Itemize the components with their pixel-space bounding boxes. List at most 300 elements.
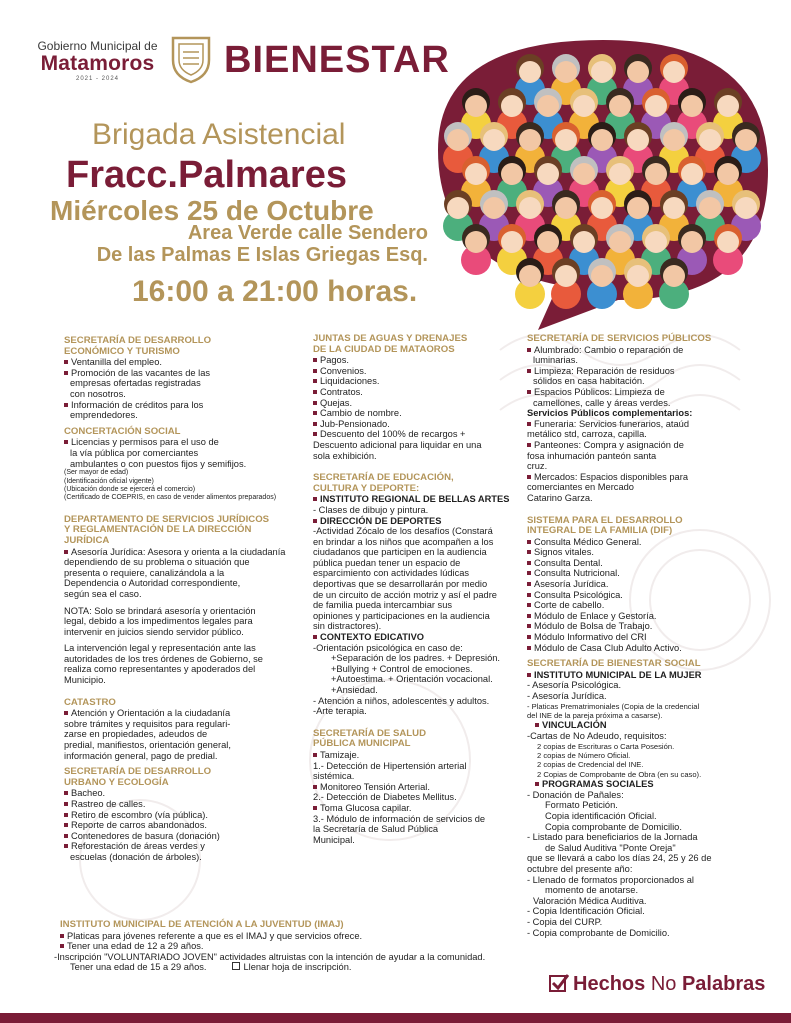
list-item: [527, 387, 757, 398]
list-item: ciudadanos que participen en la audiencia: [313, 547, 487, 558]
bullet-icon: [313, 432, 317, 436]
bullet-icon: [64, 440, 68, 444]
bullet-icon: [527, 624, 531, 628]
person-face: [663, 265, 685, 287]
gov-line1: Gobierno Municipal de: [37, 39, 158, 53]
list-item: de un circuito de acción motriz y así el padre: [313, 589, 497, 600]
imaj-line2-text: Tener una edad de 12 a 29 años.: [67, 941, 204, 952]
list-item: [313, 803, 517, 814]
list-item: de Salud Auditiva "Ponte Oreja": [545, 842, 676, 853]
imaj-line4: [60, 962, 530, 973]
list-item: del INE de la pareja próxima a casarse).: [527, 711, 663, 720]
column-left: [64, 336, 304, 863]
list-item: predial, manifiestos, orientación general,: [64, 740, 231, 751]
slogan-part2: No: [650, 973, 677, 995]
list-item: pública puedan tener un espacio de: [313, 557, 461, 568]
spacer: [527, 504, 757, 510]
person-face: [627, 197, 649, 219]
list-item: Municipal.: [313, 834, 355, 845]
person-face: [681, 95, 703, 117]
list-item: escuelas (donación de árboles).: [70, 851, 202, 862]
list-item: Copia comprobante de Domicilio.: [545, 821, 682, 832]
list-item: [64, 368, 304, 379]
footer-bar: [0, 1013, 791, 1023]
list-item: [527, 579, 757, 590]
person-face: [591, 129, 613, 151]
bullet-icon: [313, 379, 317, 383]
list-item: sólidos en casa habitación.: [533, 376, 645, 387]
section-title: DEPARTAMENTO DE SERVICIOS JURÍDICOS: [64, 513, 270, 525]
person-face: [591, 197, 613, 219]
person-face: [717, 163, 739, 185]
person-face: [627, 61, 649, 83]
person-face: [537, 163, 559, 185]
list-item: dependiendo de su problema o situación que: [64, 557, 250, 568]
list-item: Descuento adicional para liquidar en una: [313, 439, 482, 450]
list-item-text: Pagos.: [320, 355, 349, 366]
list-item: 2 copias de Número Oficial.: [537, 751, 631, 760]
checkbox-icon: [232, 962, 240, 970]
list-item: 2 Copias de Comprobante de Obra (en su caso).: [537, 769, 702, 779]
list-item: 2.- Detección de Diabetes Mellitus.: [313, 792, 457, 803]
list-item-text: Cambio de nombre.: [320, 408, 402, 419]
list-item: sobre trámites y requisitos para regulari-: [64, 718, 231, 729]
list-item: [527, 547, 757, 558]
checkmark-icon: [549, 973, 569, 993]
section-title: INTEGRAL DE LA FAMILIA (DIF): [527, 525, 673, 537]
list-item: camellones, calle y áreas verdes.: [533, 397, 671, 408]
list-item-text: CONTEXTO EDICATIVO: [320, 632, 424, 643]
list-item-text: Consulta Médico General.: [534, 536, 642, 547]
bullet-icon: [313, 785, 317, 789]
bullet-icon: [527, 540, 531, 544]
list-item: [64, 831, 304, 842]
person-face: [609, 95, 631, 117]
list-item: +Separación de los padres. + Depresión.: [331, 653, 501, 664]
bullet-icon: [527, 614, 531, 618]
list-item: Formato Petición.: [545, 800, 618, 811]
address-line2: De las Palmas E Islas Griegas Esq.: [96, 244, 428, 266]
imaj-line4b-text: Llenar hoja de inscripción.: [243, 962, 352, 973]
person-face: [483, 129, 505, 151]
person-face: [519, 265, 541, 287]
person-face: [483, 197, 505, 219]
list-item: - Clases de dibujo y pintura.: [313, 504, 429, 515]
list-item: - Atención a niños, adolescentes y adultos.: [313, 695, 490, 706]
list-item: -Cartas de No Adeudo, requisitos:: [527, 731, 667, 741]
list-item: sistémica.: [313, 771, 355, 782]
bullet-icon: [313, 519, 317, 523]
bullet-icon: [64, 813, 68, 817]
person-face: [717, 231, 739, 253]
imaj-line3: -Inscripción "VOLUNTARIADO JOVEN" actividades altruistas con la intención de ayudar a la comunidad.: [54, 951, 486, 962]
person-face: [735, 197, 757, 219]
section-title: DE LA CIUDAD DE MATAOROS: [313, 343, 455, 355]
section-title: URBANO Y ECOLOGÍA: [64, 776, 169, 788]
person-face: [555, 265, 577, 287]
bienestar-brand: BIENESTAR: [224, 39, 450, 81]
list-item-text: Licencias y permisos para el uso de: [71, 437, 219, 448]
list-item-text: Módulo de Bolsa de Trabajo.: [534, 621, 653, 632]
list-item: [527, 720, 757, 731]
list-item-text: Funeraria: Servicios funerarios, ataúd: [534, 418, 690, 429]
person-face: [717, 95, 739, 117]
person-face: [447, 197, 469, 219]
list-item: [527, 590, 757, 601]
person-face: [555, 197, 577, 219]
title-address: [68, 222, 428, 266]
list-item: [313, 408, 517, 419]
imaj-line1-text: Platicas para jóvenes referente a que es el IMAJ y que servicios ofrece.: [67, 930, 363, 941]
title-location: Fracc.Palmares: [66, 154, 347, 196]
list-item: ambulantes o con puestos fijos y semifijos.: [70, 458, 247, 469]
list-item-text: Jub-Pensionado.: [320, 418, 390, 429]
list-item: [313, 516, 517, 527]
list-item: [64, 799, 304, 810]
list-item: la vía pública por comerciantes: [70, 447, 199, 458]
section-title: CATASTRO: [64, 696, 116, 708]
bullet-icon: [313, 390, 317, 394]
list-item: [64, 357, 304, 368]
list-item: - Asesoría Psicológica.: [527, 680, 622, 691]
person-face: [663, 61, 685, 83]
list-item-text: Signos vitales.: [534, 547, 594, 558]
list-item: comerciantes en Mercado: [527, 482, 634, 493]
bullet-icon: [527, 550, 531, 554]
list-item: [313, 782, 517, 793]
bullet-icon: [313, 358, 317, 362]
person-face: [627, 265, 649, 287]
person-face: [681, 231, 703, 253]
list-item: [64, 547, 304, 558]
person-face: [645, 163, 667, 185]
list-item-text: Módulo de Enlace y Gestoría.: [534, 610, 657, 621]
list-item-text: Asesoría Jurídica.: [534, 579, 609, 590]
bullet-icon: [527, 603, 531, 607]
list-item: - Copia del CURP.: [527, 916, 603, 927]
list-item: emprendedores.: [70, 410, 138, 421]
list-item: [64, 437, 304, 448]
list-item: intervenir en juicios siendo servidor público.: [64, 626, 244, 637]
section-title: CONCERTACIÓN SOCIAL: [64, 425, 181, 437]
imaj-line4-text: Tener una edad de 15 a 29 años.: [70, 962, 207, 973]
list-item-text: Limpieza: Reparación de residuos: [534, 365, 675, 376]
section-title: SISTEMA PARA EL DESARROLLO: [527, 514, 683, 526]
list-item: Servicios Públicos complementarios:: [527, 408, 693, 419]
list-item-text: Consulta Psicológica.: [534, 589, 623, 600]
person-face: [609, 231, 631, 253]
list-item: (Identificación oficial vigente): [64, 477, 154, 485]
list-item: [527, 440, 757, 451]
bullet-icon: [313, 806, 317, 810]
bullet-icon: [64, 823, 68, 827]
section-title: JUNTAS DE AGUAS Y DRENAJES: [313, 333, 468, 344]
list-item: en brindar a los niños que acompañen a los: [313, 536, 494, 547]
section-title: CULTURA Y DEPORTE:: [313, 482, 420, 494]
list-item: autoridades de los tres órdenes de Gobierno, se: [64, 653, 263, 664]
list-item-text: Contratos.: [320, 386, 363, 397]
list-item: octubre del presente año:: [527, 863, 633, 874]
person-face: [645, 95, 667, 117]
list-item: Municipio.: [64, 675, 106, 686]
list-item: (Ser mayor de edad): [64, 469, 129, 477]
bullet-icon: [313, 422, 317, 426]
list-item-text: Toma Glucosa capilar.: [320, 802, 412, 813]
list-item-text: Módulo Informativo del CRI: [534, 632, 647, 643]
address-line1: Area Verde calle Sendero: [187, 222, 428, 244]
list-item: - Copia Identificación Oficial.: [527, 906, 645, 917]
list-item: NOTA: Solo se brindará asesoría y orientación: [64, 605, 256, 616]
section-title: Y REGLAMENTACIÓN DE LA DIRECCIÓN: [64, 524, 252, 536]
imaj-section: [54, 919, 530, 973]
person-face: [501, 231, 523, 253]
list-item: [527, 621, 757, 632]
bullet-icon: [535, 782, 539, 786]
person-face: [573, 163, 595, 185]
list-item: [64, 788, 304, 799]
person-face: [645, 231, 667, 253]
bullet-icon: [527, 443, 531, 447]
list-item: [313, 376, 517, 387]
list-item-text: Reporte de carros abandonados.: [71, 820, 207, 831]
bullet-icon: [64, 834, 68, 838]
bullet-icon: [64, 371, 68, 375]
person-face: [465, 95, 487, 117]
list-item: sin distractores).: [313, 621, 382, 632]
bullet-icon: [535, 723, 539, 727]
list-item: - Copia comprobante de Domicilio.: [527, 927, 670, 938]
person-face: [537, 95, 559, 117]
list-item-text: Convenios.: [320, 365, 367, 376]
person-face: [555, 129, 577, 151]
list-item-text: Rastreo de calles.: [71, 799, 146, 809]
bullet-icon: [527, 390, 531, 394]
list-item: [527, 632, 757, 643]
list-item: +Ansiedad.: [331, 685, 378, 695]
bullet-icon: [313, 497, 317, 501]
list-item-text: Alumbrado: Cambio o reparación de: [534, 344, 684, 355]
person-face: [519, 129, 541, 151]
list-item-text: Liquidaciones.: [320, 376, 380, 387]
list-item-text: Corte de cabello.: [534, 600, 605, 611]
list-item: fosa inhumación panteón santa: [527, 450, 657, 461]
person-face: [465, 163, 487, 185]
list-item: empresas ofertadas registradas: [70, 378, 201, 389]
list-item: sola exhibición.: [313, 450, 377, 461]
list-item: información general, pago de predial.: [64, 750, 218, 761]
list-item-text: Tamizaje.: [320, 749, 360, 760]
list-item: [313, 632, 517, 643]
list-item: [313, 387, 517, 398]
list-item: [313, 398, 517, 409]
imaj-title: INSTITUTO MUNICIPAL DE ATENCIÓN A LA JUVENTUD (IMAJ): [60, 919, 344, 930]
list-item-text: Monitoreo Tensión Arterial.: [320, 781, 430, 792]
list-item: - Llenado de formatos proporcionados al: [527, 874, 694, 885]
list-item: - Listado para beneficiarios de la Jornada: [527, 832, 698, 843]
list-item: metálico std, carroza, capilla.: [527, 429, 647, 440]
list-item: momento de anotarse.: [545, 885, 639, 896]
list-item: [313, 494, 517, 505]
person-face: [681, 163, 703, 185]
person-face: [591, 265, 613, 287]
person-face: [573, 95, 595, 117]
list-item: [527, 366, 757, 377]
bullet-icon: [313, 635, 317, 639]
section-title: SECRETARÍA DE DESARROLLO: [64, 766, 212, 778]
list-item: 2 copias de Credencial del INE.: [537, 760, 644, 770]
list-item: 3.- Módulo de información de servicios de: [313, 813, 486, 824]
bullet-icon: [527, 646, 531, 650]
list-item-text: Reforestación de áreas verdes y: [71, 841, 205, 852]
list-item: [527, 472, 757, 483]
person-face: [627, 129, 649, 151]
list-item: [527, 558, 757, 569]
spacer: [313, 717, 517, 723]
section-title: ECONÓMICO Y TURISMO: [64, 345, 180, 357]
list-item: 1.- Detección de Hipertensión arterial: [313, 760, 467, 771]
bullet-icon: [64, 403, 68, 407]
list-item: presenta o requiere, canalizándola a la: [64, 567, 225, 578]
bullet-icon: [527, 369, 531, 373]
list-item: La intervención legal y representación ante las: [64, 643, 256, 654]
bullet-icon: [527, 422, 531, 426]
list-item: realiza como representantes y apoderados del: [64, 664, 256, 675]
slogan: [549, 972, 765, 996]
list-item: [527, 779, 757, 790]
list-item: -Actividad Zócalo de los desafíos (Constará: [313, 526, 493, 537]
title-time: 16:00 a 21:00 horas.: [132, 275, 418, 308]
spacer: [64, 503, 304, 509]
list-item: de familia pueda intercambiar sus: [313, 600, 453, 611]
list-item-text: DIRECCIÓN DE DEPORTES: [320, 515, 442, 526]
bullet-icon: [313, 411, 317, 415]
list-item: [64, 708, 304, 719]
list-item: Dependencia o Autoridad correspondiente,: [64, 578, 241, 589]
list-item: con nosotros.: [70, 388, 126, 399]
list-item: (Ubicación donde se ejercerá el comercio): [64, 485, 196, 493]
bullet-icon: [64, 711, 68, 715]
section-title: SECRETARÍA DE SERVICIOS PÚBLICOS: [527, 333, 712, 344]
list-item: - Donación de Pañales:: [527, 789, 624, 800]
list-item-text: Contenedores de basura (donación): [71, 830, 220, 841]
person-face: [501, 95, 523, 117]
list-item: (Certificado de COEPRIS, en caso de vender alimentos preparados): [64, 494, 277, 502]
gov-years: 2021 - 2024: [75, 76, 120, 82]
list-item: [527, 345, 757, 356]
list-item: zarse en propiedades, adeudos de: [64, 729, 208, 740]
bullet-icon: [64, 550, 68, 554]
list-item: [64, 810, 304, 821]
person-face: [663, 129, 685, 151]
list-item: -Orientación psicológica en caso de:: [313, 642, 463, 653]
list-item: [313, 429, 517, 440]
list-item: [527, 600, 757, 611]
list-item-text: Ventanilla del empleo.: [71, 357, 162, 368]
bullet-icon: [313, 369, 317, 373]
list-item-text: Retiro de escombro (vía pública).: [71, 809, 208, 820]
person-face: [555, 61, 577, 83]
bullet-icon: [64, 791, 68, 795]
list-item-text: Quejas.: [320, 397, 353, 408]
bullet-icon: [527, 582, 531, 586]
list-item: según sea el caso.: [64, 588, 142, 599]
person-face: [519, 197, 541, 219]
slogan-part1: Hechos: [573, 973, 646, 995]
spacer: [313, 461, 517, 467]
list-item: luminarias.: [533, 355, 578, 366]
list-item: [527, 537, 757, 548]
list-item-text: Espacios Públicos: Limpieza de: [534, 386, 665, 397]
list-item: [527, 611, 757, 622]
list-item: la Secretaría de Salud Pública: [313, 824, 439, 835]
section-title: JURÍDICA: [64, 534, 110, 546]
bullet-icon: [64, 360, 68, 364]
person-face: [663, 197, 685, 219]
section-title: SECRETARÍA DE DESARROLLO: [64, 335, 212, 346]
bullet-icon: [527, 475, 531, 479]
list-item: -Arte terapia.: [313, 706, 367, 717]
list-item-text: Atención y Orientación a la ciudadanía: [71, 708, 231, 719]
person-face: [699, 129, 721, 151]
bullet-icon: [527, 348, 531, 352]
slogan-part3: Palabras: [681, 973, 766, 995]
list-item: [64, 820, 304, 831]
section-title: PÚBLICA MUNICIPAL: [313, 738, 411, 750]
person-face: [591, 61, 613, 83]
title-brigada: Brigada Asistencial: [92, 118, 346, 151]
list-item-text: INSTITUTO REGIONAL DE BELLAS ARTES: [320, 494, 510, 505]
list-item-text: Consulta Nutricional.: [534, 568, 620, 579]
list-item-text: PROGRAMAS SOCIALES: [542, 779, 654, 790]
list-item: Catarino Garza.: [527, 492, 593, 503]
government-logo: [30, 40, 165, 83]
list-item: cruz.: [527, 461, 548, 472]
section-title: SECRETARÍA DE SALUD: [313, 727, 426, 739]
person-face: [573, 231, 595, 253]
list-item: [527, 568, 757, 579]
list-item-text: Panteones: Compra y asignación de: [534, 439, 684, 450]
imaj-line1: [60, 931, 530, 942]
bullet-icon: [313, 753, 317, 757]
bullet-icon: [527, 571, 531, 575]
list-item-text: Asesoría Jurídica: Asesora y orienta a la ciudadanía: [71, 546, 286, 557]
list-item: 2 copias de Escrituras o Carta Posesión.: [537, 741, 675, 751]
crowd-illustration: [418, 30, 788, 350]
person-face: [447, 129, 469, 151]
list-item: [313, 750, 517, 761]
list-item: [313, 355, 517, 366]
gov-line2: Matamoros: [40, 52, 155, 75]
list-item: Copia identificación Oficial.: [545, 811, 657, 821]
list-item-text: Descuento del 100% de recargos +: [320, 429, 466, 440]
list-item: [64, 400, 304, 411]
list-item: Valoración Médica Auditiva.: [533, 895, 647, 906]
list-item: opiniones y participaciones en la audiencia: [313, 610, 490, 621]
list-item: [313, 366, 517, 377]
coat-of-arms-icon: [169, 34, 213, 84]
list-item: - Platicas Prematrimoniales (Copia de la credencial: [527, 701, 700, 711]
list-item: [527, 670, 757, 681]
spacer: [64, 686, 304, 692]
bullet-icon: [64, 844, 68, 848]
column-middle: [313, 334, 517, 845]
list-item: +Bullying + Control de emociones.: [331, 663, 473, 674]
bullet-icon: [64, 802, 68, 806]
bullet-icon: [527, 561, 531, 565]
bullet-icon: [527, 635, 531, 639]
list-item-text: Mercados: Espacios disponibles para: [534, 471, 688, 482]
list-item: que se llevará a cabo los días 24, 25 y 26 de: [527, 853, 712, 864]
